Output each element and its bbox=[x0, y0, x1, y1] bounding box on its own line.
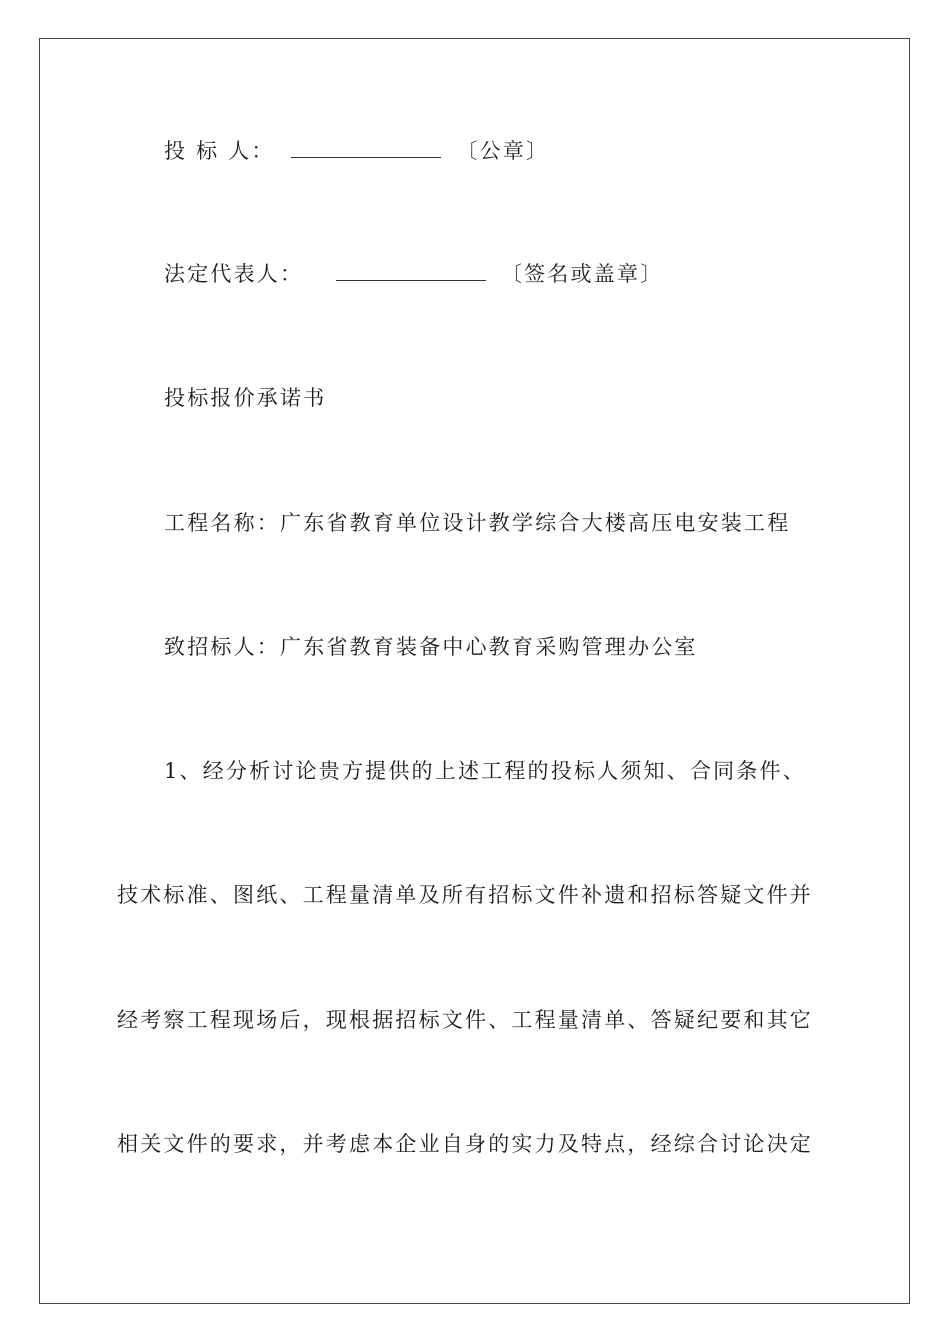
paragraph-line-3: 经考察工程现场后，现根据招标文件、工程量清单、答疑纪要和其它 bbox=[117, 1008, 813, 1032]
paragraph-line-1: 1、经分析讨论贵方提供的上述工程的投标人须知、合同条件、 bbox=[164, 759, 806, 783]
legal-rep-sign-note: 〔签名或盖章〕 bbox=[500, 262, 664, 286]
bidder-blank-field bbox=[291, 139, 441, 158]
bidder-label: 投 标 人： bbox=[164, 139, 275, 163]
paragraph-line-2: 技术标准、图纸、工程量清单及所有招标文件补遗和招标答疑文件并 bbox=[117, 883, 813, 907]
recipient-line: 致招标人：广东省教育装备中心教育采购管理办公室 bbox=[164, 635, 698, 659]
legal-rep-label: 法定代表人： bbox=[164, 262, 304, 286]
bidder-line bbox=[164, 136, 549, 166]
project-name-line: 工程名称：广东省教育单位设计教学综合大楼高压电安装工程 bbox=[164, 511, 791, 535]
paragraph-line-4: 相关文件的要求，并考虑本企业自身的实力及特点，经综合讨论决定 bbox=[117, 1132, 813, 1156]
legal-rep-line bbox=[164, 259, 663, 289]
page-border bbox=[39, 38, 910, 1304]
document-heading: 投标报价承诺书 bbox=[164, 386, 327, 410]
legal-rep-blank-field bbox=[336, 262, 486, 281]
bidder-seal-note: 〔公章〕 bbox=[456, 139, 550, 163]
